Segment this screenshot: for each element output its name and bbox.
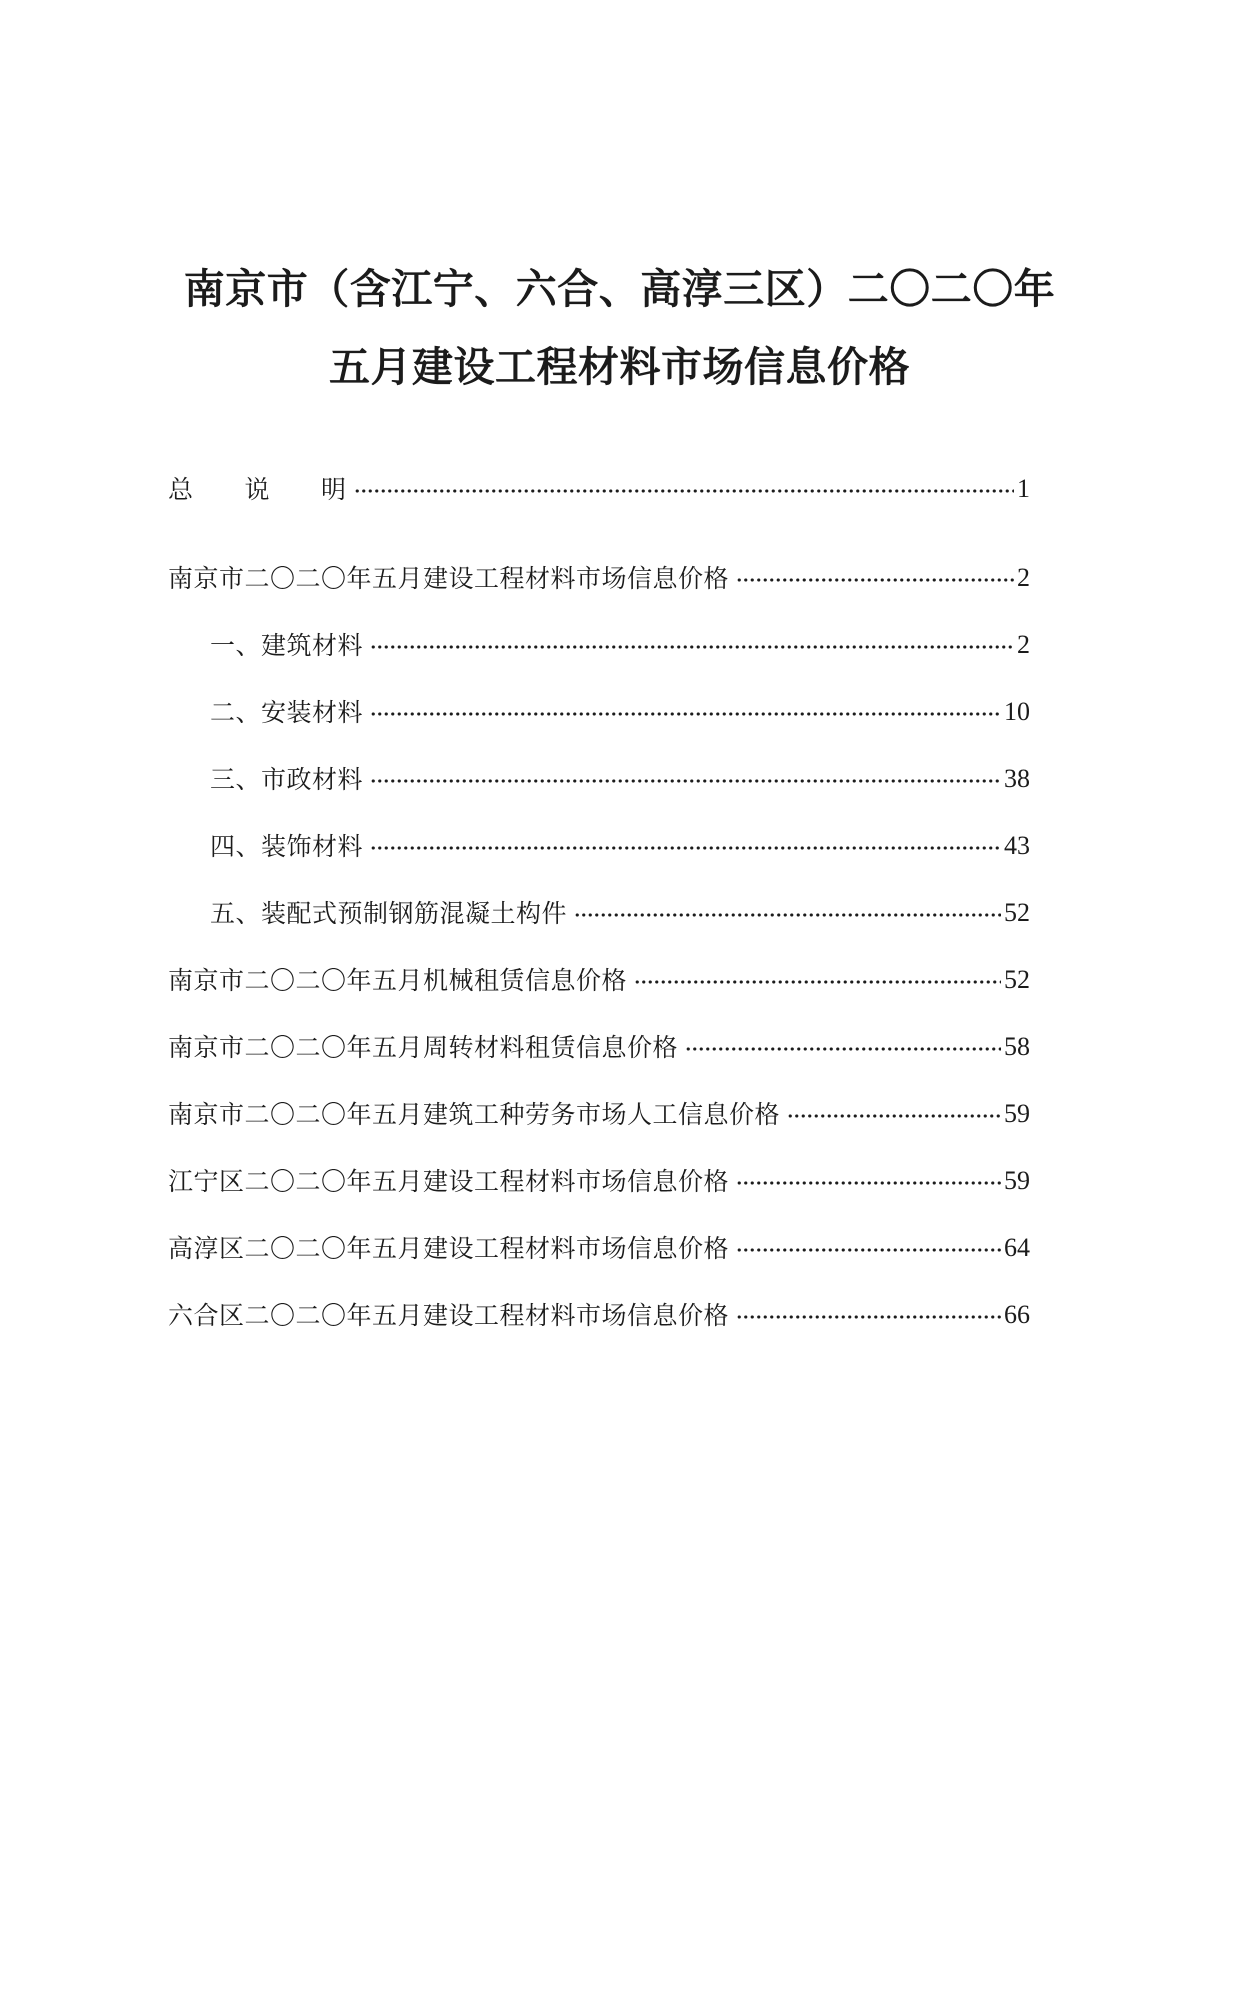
toc-entry [168,1146,1030,1213]
toc-entry-title: 南京市二〇二〇年五月建筑工种劳务市场人工信息价格 [168,1101,781,1129]
toc-entry-page-number: 52 [1004,897,1030,927]
toc-dotted-leader [370,845,1001,851]
toc-entry-title: 一、建筑材料 [210,632,364,660]
toc-entry-page-number: 52 [1004,964,1030,994]
toc-entry [168,1213,1030,1280]
toc-entry [168,543,1030,610]
toc-entry-title: 二、安装材料 [210,699,364,727]
toc-entry [168,811,1030,878]
toc-entry-page-number: 1 [1017,473,1030,503]
toc-entry-page-number: 66 [1004,1299,1030,1329]
toc-entry-title: 高淳区二〇二〇年五月建设工程材料市场信息价格 [168,1235,730,1263]
toc-entry-title: 江宁区二〇二〇年五月建设工程材料市场信息价格 [168,1168,730,1196]
toc-dotted-leader [736,577,1014,583]
toc-entry-title: 总 说 明 [168,476,347,504]
toc-entry-page-number: 43 [1004,830,1030,860]
toc-dotted-leader [634,979,1001,985]
toc-entry [168,878,1030,945]
toc-entry-title: 南京市二〇二〇年五月周转材料租赁信息价格 [168,1034,679,1062]
toc-entry [168,744,1030,811]
toc-entry-title: 南京市二〇二〇年五月机械租赁信息价格 [168,967,628,995]
toc-entry-page-number: 59 [1004,1165,1030,1195]
toc-entry-title: 五、装配式预制钢筋混凝土构件 [210,900,568,928]
toc-dotted-leader [736,1247,1001,1253]
toc-entry [168,610,1030,677]
document-title [70,250,1169,406]
toc-entry-title: 三、市政材料 [210,766,364,794]
toc-entry [168,945,1030,1012]
toc-entry-page-number: 59 [1004,1098,1030,1128]
toc-entry [168,1012,1030,1079]
toc-dotted-leader [736,1314,1001,1320]
toc-dotted-leader [354,488,1014,494]
toc-dotted-leader [370,644,1014,650]
toc-entry [168,1079,1030,1146]
document-title-line2: 五月建设工程材料市场信息价格 [329,344,910,390]
toc-entry-title: 六合区二〇二〇年五月建设工程材料市场信息价格 [168,1302,730,1330]
toc-entry [168,454,1030,521]
toc-entry-page-number: 64 [1004,1232,1030,1262]
toc-entry-title: 南京市二〇二〇年五月建设工程材料市场信息价格 [168,565,730,593]
toc-entry-page-number: 2 [1017,629,1030,659]
toc-entry [168,1280,1030,1347]
toc-dotted-leader [787,1113,1001,1119]
document-page [0,250,1239,2004]
document-title-line1: 南京市（含江宁、六合、高淳三区）二〇二〇年 [183,266,1056,312]
toc-entry-title: 四、装饰材料 [210,833,364,861]
toc-entry-page-number: 2 [1017,562,1030,592]
toc-dotted-leader [370,778,1001,784]
toc-dotted-leader [736,1180,1001,1186]
toc-dotted-leader [370,711,1001,717]
toc-entry-page-number: 38 [1004,763,1030,793]
toc-entry-page-number: 58 [1004,1031,1030,1061]
table-of-contents [168,454,1030,1347]
toc-dotted-leader [574,912,1001,918]
toc-entry-page-number: 10 [1004,696,1030,726]
toc-dotted-leader [685,1046,1001,1052]
toc-entry [168,677,1030,744]
